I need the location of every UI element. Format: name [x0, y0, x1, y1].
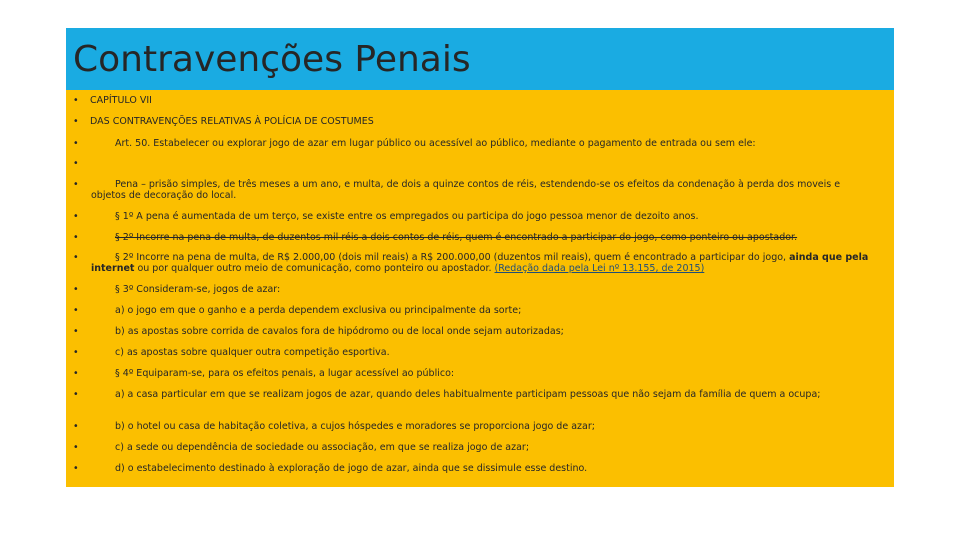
list-item — [73, 211, 873, 222]
list-item — [73, 368, 873, 379]
bullet: • — [73, 347, 79, 358]
paragraph-2-rest: ou por qualquer outro meio de comunicação, como ponteiro ou apostador. — [134, 263, 492, 274]
list-item — [73, 347, 873, 358]
paragraph-2-emphasis: ainda que pela internet — [91, 252, 869, 274]
list-item — [73, 179, 873, 201]
section-heading: DAS CONTRAVENÇÕES RELATIVAS À POLÍCIA DE COSTUMES — [90, 116, 374, 127]
penalty-text: Pena – prisão simples, de três meses a um ano, e multa, de dois a quinze contos de réis, estendendo-se os efeitos da condenação à perda dos moveis e objetos de decoração do local. — [91, 179, 841, 201]
bullet: • — [73, 116, 79, 127]
list-item — [73, 389, 873, 400]
bullet: • — [73, 305, 79, 316]
bullet: • — [73, 179, 79, 190]
list-item — [73, 232, 873, 243]
list-item — [73, 421, 873, 432]
list-item — [73, 463, 873, 474]
item-3b: b) as apostas sobre corrida de cavalos fora de hipódromo ou de local onde sejam autorizadas; — [115, 326, 564, 337]
bullet: • — [73, 211, 79, 222]
slide-title: Contravenções Penais — [73, 39, 471, 80]
bullet: • — [73, 389, 79, 400]
paragraph-2-label: § 2º — [115, 252, 134, 263]
bullet: • — [73, 421, 79, 432]
item-4b: b) o hotel ou casa de habitação coletiva, a cujos hóspedes e moradores se proporciona jogo de azar; — [115, 421, 595, 432]
list-item — [73, 326, 873, 337]
item-4c: c) a sede ou dependência de sociedade ou associação, em que se realiza jogo de azar; — [115, 442, 530, 453]
item-3a: a) o jogo em que o ganho e a perda dependem exclusiva ou principalmente da sorte; — [115, 305, 522, 316]
list-item — [73, 95, 873, 106]
slide — [66, 28, 894, 487]
title-bar — [66, 28, 894, 90]
list-item — [73, 284, 873, 295]
list-item — [73, 116, 873, 127]
bullet: • — [73, 252, 79, 263]
bullet: • — [73, 232, 79, 243]
bullet: • — [73, 463, 79, 474]
bullet: • — [73, 284, 79, 295]
paragraph-2-revoked: § 2º Incorre na pena de multa, de duzentos mil réis a dois contos de réis, quem é encontrado a participar do jogo, como ponteiro ou apostador. — [115, 232, 798, 243]
paragraph-4: § 4º Equiparam-se, para os efeitos penais, a lugar acessível ao público: — [115, 368, 455, 379]
bullet: • — [73, 158, 79, 169]
bullet: • — [73, 95, 79, 106]
list-item — [73, 305, 873, 316]
paragraph-1: § 1º A pena é aumentada de um terço, se existe entre os empregados ou participa do jogo pessoa menor de dezoito anos. — [115, 211, 699, 222]
list-item — [73, 138, 873, 149]
bullet: • — [73, 442, 79, 453]
bullet: • — [73, 368, 79, 379]
paragraph-3: § 3º Consideram-se, jogos de azar: — [115, 284, 281, 295]
item-3c: c) as apostas sobre qualquer outra competição esportiva. — [115, 347, 390, 358]
article-50: Art. 50. Estabelecer ou explorar jogo de azar em lugar público ou acessível ao público, mediante o pagamento de entrada ou sem ele: — [115, 138, 756, 149]
bullet: • — [73, 326, 79, 337]
paragraph-2-body: Incorre na pena de multa, de R$ 2.000,00 (dois mil reais) a R$ 200.000,00 (duzentos mil reais), quem é encontrado a participar do jogo, — [133, 252, 790, 263]
item-4a: a) a casa particular em que se realizam jogos de azar, quando deles habitualmente participam pessoas que não sejam da família de quem a ocupa; — [115, 389, 821, 400]
list-item — [73, 442, 873, 453]
chapter-heading: CAPÍTULO VII — [90, 95, 152, 106]
amendment-link[interactable]: (Redação dada pela Lei nº 13.155, de 2015) — [494, 263, 705, 274]
paragraph-2-current — [73, 252, 873, 274]
bullet: • — [73, 138, 79, 149]
list-item — [73, 252, 873, 274]
item-4d: d) o estabelecimento destinado à exploração de jogo de azar, ainda que se dissimule esse destino. — [115, 463, 588, 474]
